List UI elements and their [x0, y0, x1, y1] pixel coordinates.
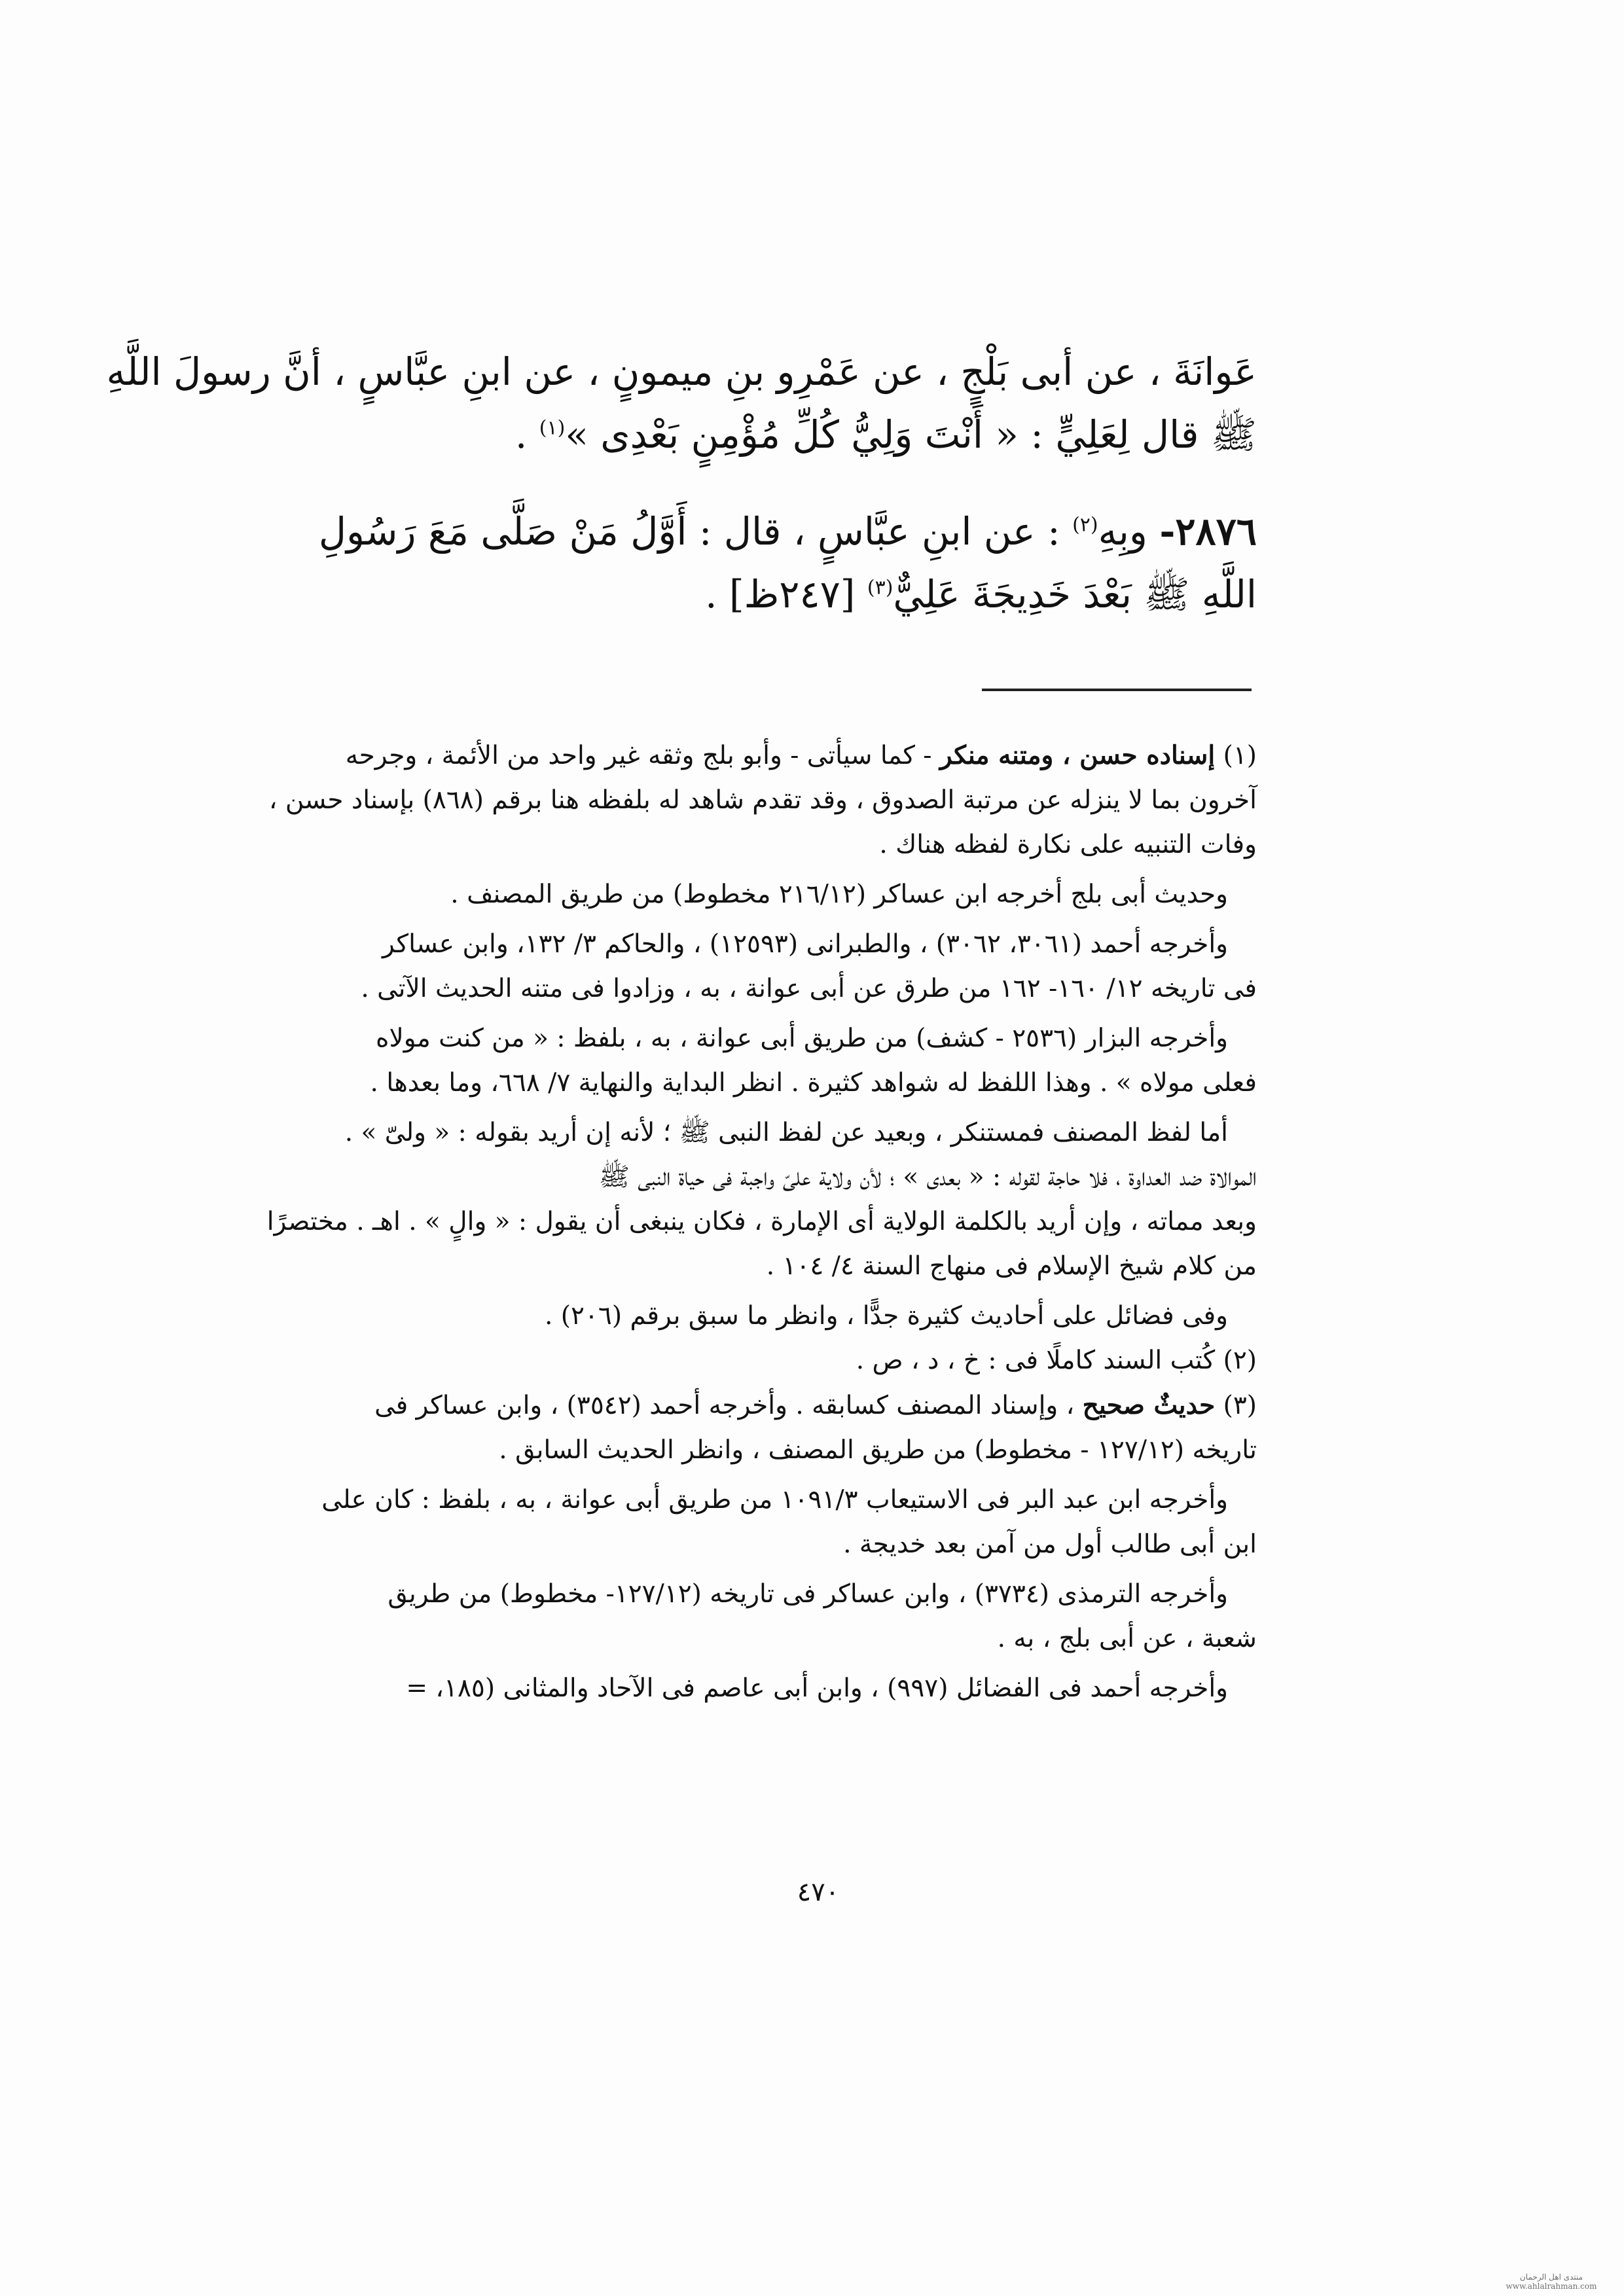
main-text-line-1: عَوانَةَ ، عن أبى بَلْجٍ ، عن عَمْرِو بنِ ميمونٍ ، عن ابنِ عبَّاسٍ ، أنَّ رسولَ اللَّهِ: [106, 350, 1257, 394]
main-text-line-3: : عن ابنِ عبَّاسٍ ، قال : أَوَّلُ مَنْ صَلَّى مَعَ رَسُولِ: [318, 509, 1073, 554]
main-text: [106, 340, 1257, 626]
footnote-marker-1[interactable]: (١): [539, 416, 566, 440]
footnote-3-label: (٣): [1215, 1391, 1257, 1420]
main-text-line: [308, 563, 1257, 626]
footnote-line: وأخرجه أحمد (٣٠٦١، ٣٠٦٢) ، والطبرانى (١٢٥٩٣) ، والحاكم ٣/ ١٣٢، وابن عساكر: [382, 929, 1228, 959]
footnote-line: من كلام شيخ الإسلام فى منهاج السنة ٤/ ١٠٤ .: [766, 1251, 1257, 1281]
footnote-marker-2[interactable]: (٢): [1072, 513, 1098, 537]
footnote-line: وأخرجه أحمد فى الفضائل (٩٩٧) ، وابن أبى عاصم فى الآحاد والمثانى (١٨٥، =: [406, 1674, 1228, 1703]
footnote-line: فعلى مولاه » . وهذا اللفظ له شواهد كثيرة . انظر البداية والنهاية ٧/ ٦٦٨، وما بعدها .: [370, 1068, 1257, 1098]
footnote-line: أما لفظ المصنف فمستنكر ، وبعيد عن لفظ النبى ﷺ ؛ لأنه إن أريد بقوله : « ولىّ » .: [344, 1118, 1228, 1147]
footnote-line: فى تاريخه ١٢/ ١٦٠- ١٦٢ من طرق عن أبى عوانة ، به ، وزادوا فى متنه الحديث الآتى .: [361, 974, 1257, 1003]
main-text-line-2: ﷺ قال لِعَلِيٍّ : « أَنْتَ وَلِيُّ كُلِّ مُؤْمِنٍ بَعْدِى »: [565, 412, 1257, 457]
footnote-1-line-1: - كما سيأتى - وأبو بلج وثقه غير واحد من الأئمة ، وجرحه: [345, 741, 940, 770]
footnote-line: وفات التنبيه على نكارة لفظه هناك .: [879, 830, 1257, 859]
footnote-line: تاريخه (١٢٧/١٢ - مخطوط) من طريق المصنف ، وانظر الحديث السابق .: [499, 1435, 1257, 1465]
footnote-3-line-1: ، وإسناد المصنف كسابقه . وأخرجه أحمد (٣٥٤٢) ، وابن عساكر فى: [374, 1391, 1083, 1420]
watermark-logo: منتدى اهل الرحمان www.ahlalrahman.com: [1506, 2272, 1597, 2291]
hadith-number: ٢٨٧٦-: [1159, 509, 1257, 554]
footnote-1-verdict: إسناده حسن ، ومتنه منكر: [939, 740, 1216, 770]
page-number: ٤٧٠: [797, 1877, 840, 1907]
footnote-line: ابن أبى طالب أول من آمن بعد خديجة .: [843, 1530, 1257, 1559]
footnote-line: [308, 733, 1257, 778]
main-text-line-4: اللَّهِ ﷺ بَعْدَ خَدِيجَةَ عَلِيٌّ: [893, 572, 1257, 617]
footnote-line: وحديث أبى بلج أخرجه ابن عساكر (٢١٦/١٢ مخطوط) من طريق المصنف .: [450, 880, 1228, 909]
footnote-line: وأخرجه البزار (٢٥٣٦ - كشف) من طريق أبى عوانة ، به ، بلفظ : « من كنت مولاه: [376, 1024, 1228, 1053]
footnote-marker-3[interactable]: (٣): [867, 576, 893, 600]
footnote-divider: [982, 689, 1252, 691]
footnote-line: وأخرجه الترمذى (٣٧٣٤) ، وابن عساكر فى تاريخه (١٢٧/١٢- مخطوط) من طريق: [388, 1579, 1228, 1609]
main-text-line: [106, 340, 1257, 403]
footnote-line: وأخرجه ابن عبد البر فى الاستيعاب ١٠٩١/٣ من طريق أبى عوانة ، به ، بلفظ : كان على: [321, 1485, 1228, 1515]
main-text-line-4-end: [٢٤٧ظ] .: [705, 572, 867, 617]
footnote-line: الموالاة ضد العداوة ، فلا حاجة لقوله : « بعدى » ؛ لأن ولاية علىّ واجبة فى حياة النبى ﷺ: [598, 1162, 1257, 1192]
footnote-line: وفى فضائل على أحاديث كثيرة جدًّا ، وانظر ما سبق برقم (٢٠٦) .: [544, 1301, 1228, 1331]
footnote-line: وبعد مماته ، وإن أريد بالكلمة الولاية أى الإمارة ، فكان ينبغى أن يقول : « والٍ » . اهـ . مختصرًا: [266, 1207, 1257, 1236]
footnote-line: آخرون بما لا ينزله عن مرتبة الصدوق ، وقد تقدم شاهد له بلفظه هنا برقم (٨٦٨) بإسناد حسن ،: [268, 785, 1257, 815]
footnote-line: شعبة ، عن أبى بلج ، به .: [997, 1624, 1257, 1653]
footnote-1-label: (١): [1215, 741, 1257, 770]
main-text-line-2-end: .: [514, 412, 539, 457]
main-text-line: [308, 500, 1257, 563]
footnote-3-verdict: حديثٌ صحيح: [1082, 1390, 1216, 1420]
footnote-line: [308, 1383, 1257, 1428]
main-text-line-3-start: وبِهِ: [1098, 509, 1160, 554]
footnotes: [266, 733, 1257, 1711]
footnote-2: (٢) كُتب السند كاملًا فى : خ ، د ، ص .: [856, 1346, 1257, 1375]
main-text-line: [308, 403, 1257, 466]
